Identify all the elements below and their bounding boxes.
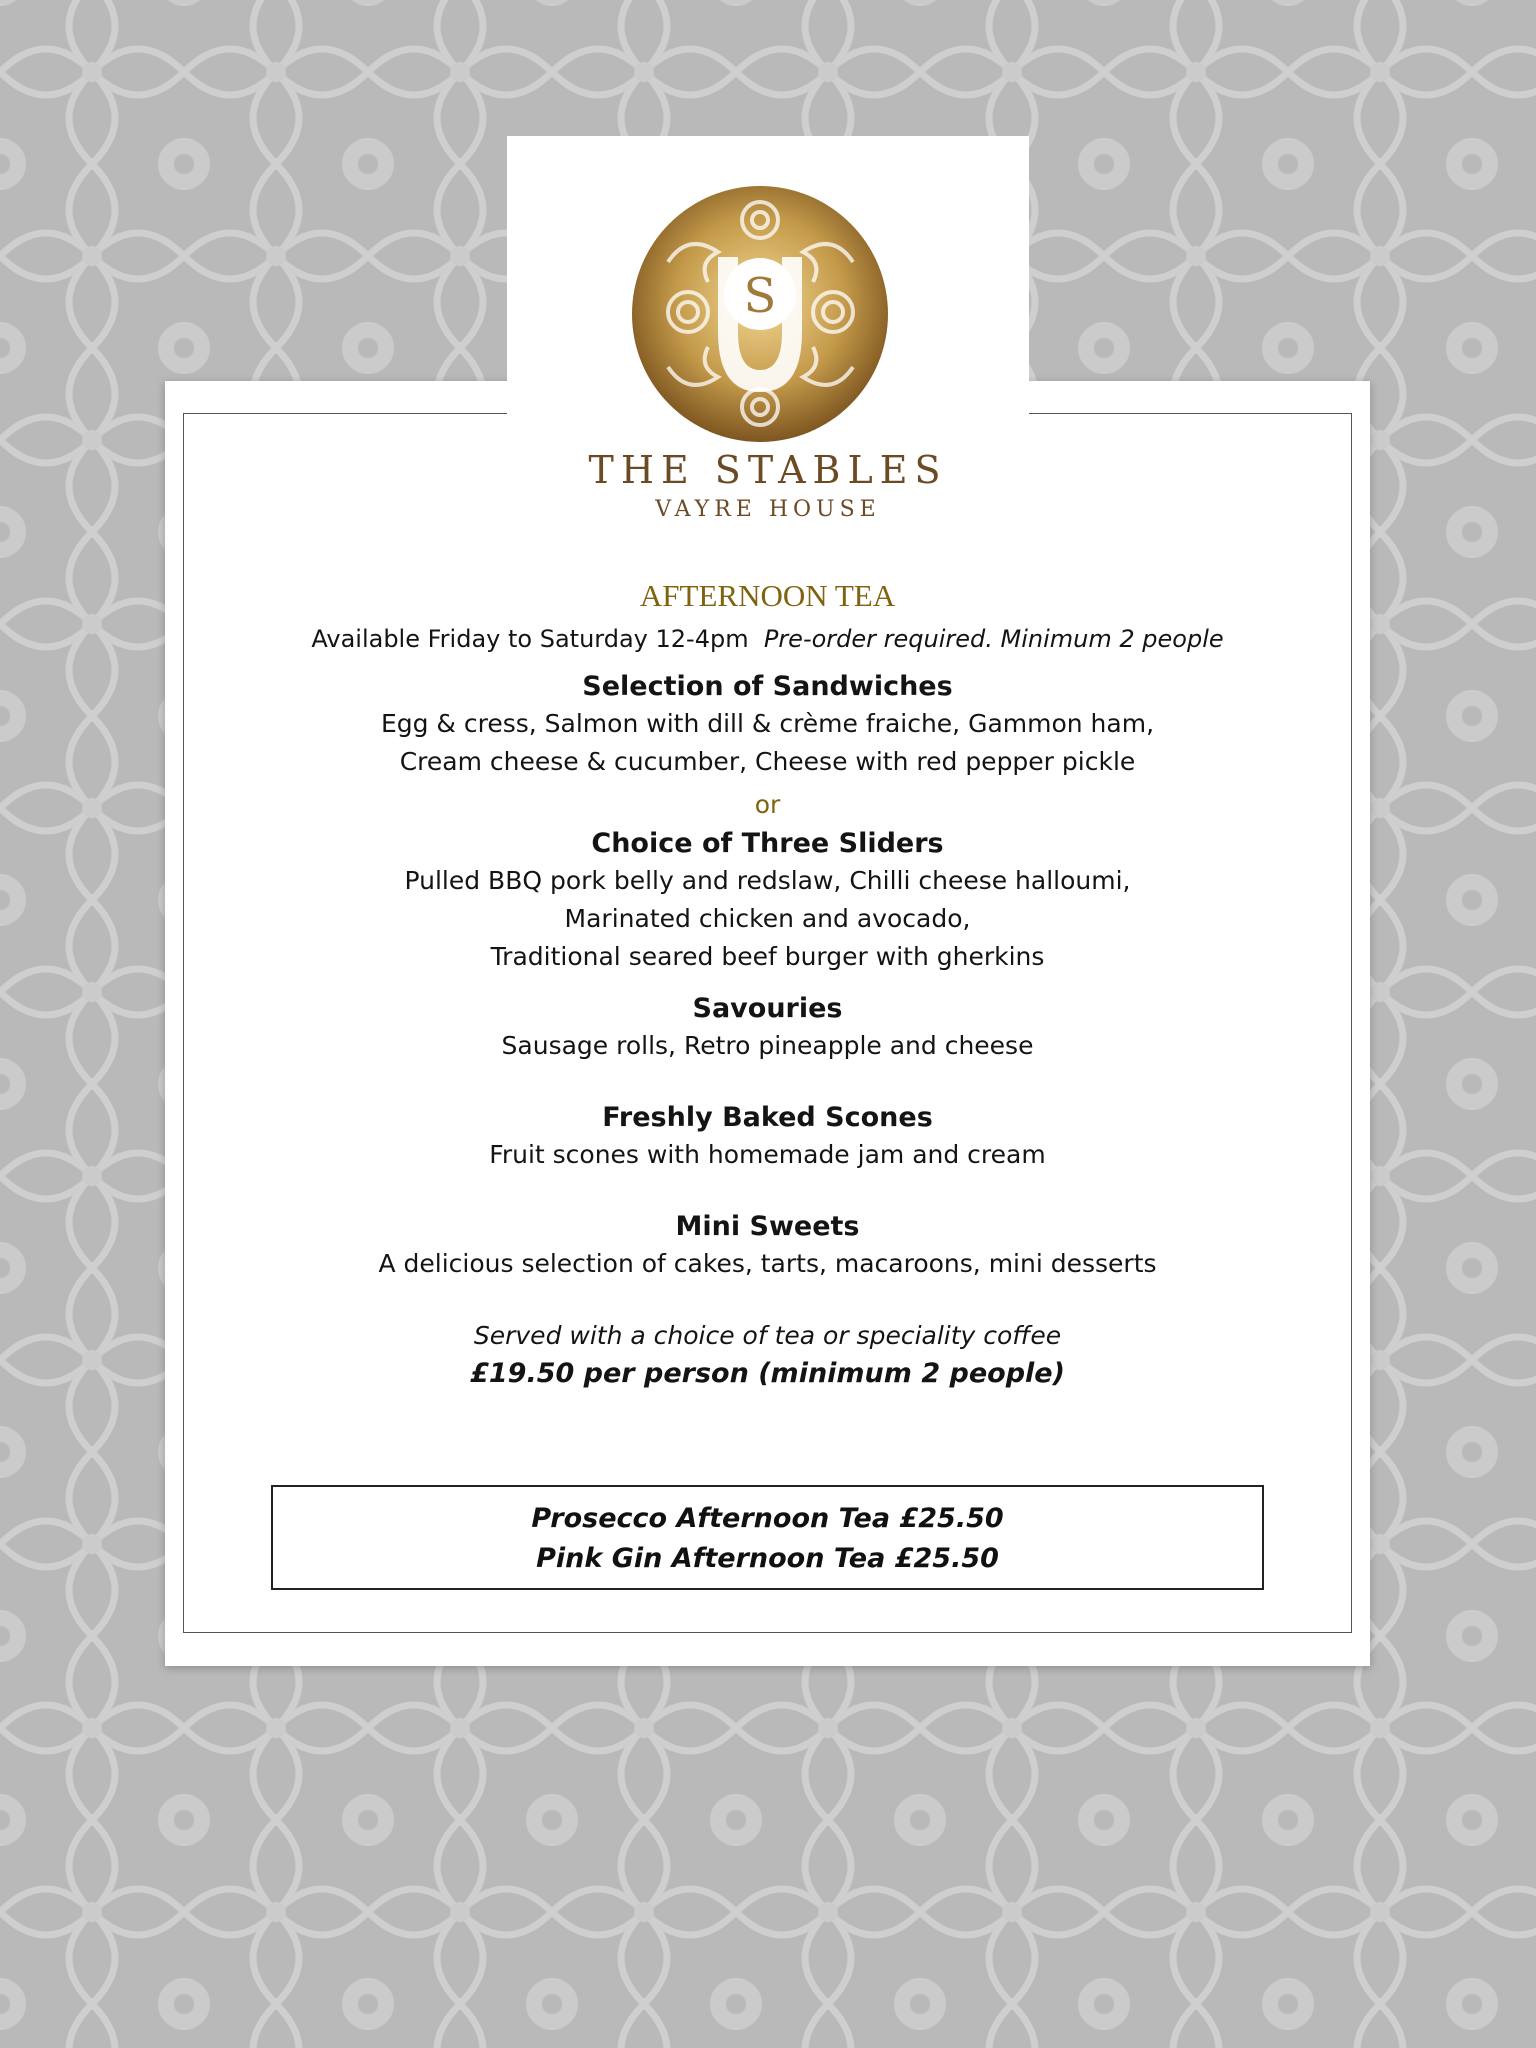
served-with-note: Served with a choice of tea or speciality coffee bbox=[473, 1321, 1062, 1350]
section-line: Fruit scones with homemade jam and cream bbox=[489, 1140, 1046, 1169]
availability-text: Available Friday to Saturday 12-4pm bbox=[311, 625, 749, 653]
menu-section-savouries bbox=[230, 990, 1305, 1065]
section-line: Sausage rolls, Retro pineapple and cheese bbox=[501, 1031, 1034, 1060]
section-line: A delicious selection of cakes, tarts, macaroons, mini desserts bbox=[378, 1249, 1157, 1278]
price-per-person: £19.50 per person (minimum 2 people) bbox=[470, 1358, 1065, 1389]
menu-section-sandwiches bbox=[230, 668, 1305, 781]
or-separator: or bbox=[754, 790, 781, 819]
section-heading: Mini Sweets bbox=[675, 1211, 860, 1242]
section-line: Marinated chicken and avocado, bbox=[564, 904, 971, 933]
upgrade-prosecco: Prosecco Afternoon Tea £25.50 bbox=[531, 1503, 1004, 1534]
brand-name: THE STABLES bbox=[588, 448, 948, 492]
section-line: Pulled BBQ pork belly and redslaw, Chilli cheese halloumi, bbox=[404, 866, 1131, 895]
section-heading: Choice of Three Sliders bbox=[591, 828, 944, 859]
section-line: Cream cheese & cucumber, Cheese with red pepper pickle bbox=[399, 747, 1136, 776]
svg-text:S: S bbox=[743, 268, 777, 324]
section-line: Traditional seared beef burger with gherkins bbox=[490, 942, 1045, 971]
section-heading: Freshly Baked Scones bbox=[602, 1102, 933, 1133]
menu-section-sliders bbox=[230, 825, 1305, 976]
menu-content bbox=[230, 570, 1305, 1393]
upgrade-options-box bbox=[271, 1485, 1264, 1590]
section-heading: Selection of Sandwiches bbox=[582, 671, 953, 702]
horseshoe-s-emblem-icon bbox=[628, 182, 893, 447]
brand-subtitle: VAYRE HOUSE bbox=[655, 497, 881, 522]
section-heading: Savouries bbox=[692, 993, 843, 1024]
menu-section-scones bbox=[230, 1099, 1305, 1174]
upgrade-pink-gin: Pink Gin Afternoon Tea £25.50 bbox=[536, 1543, 999, 1574]
availability-note: Pre-order required. Minimum 2 people bbox=[763, 625, 1224, 653]
section-line: Egg & cress, Salmon with dill & crème fraiche, Gammon ham, bbox=[380, 709, 1155, 738]
menu-title: AFTERNOON TEA bbox=[639, 578, 896, 613]
menu-section-sweets bbox=[230, 1208, 1305, 1283]
availability-line bbox=[230, 622, 1305, 656]
